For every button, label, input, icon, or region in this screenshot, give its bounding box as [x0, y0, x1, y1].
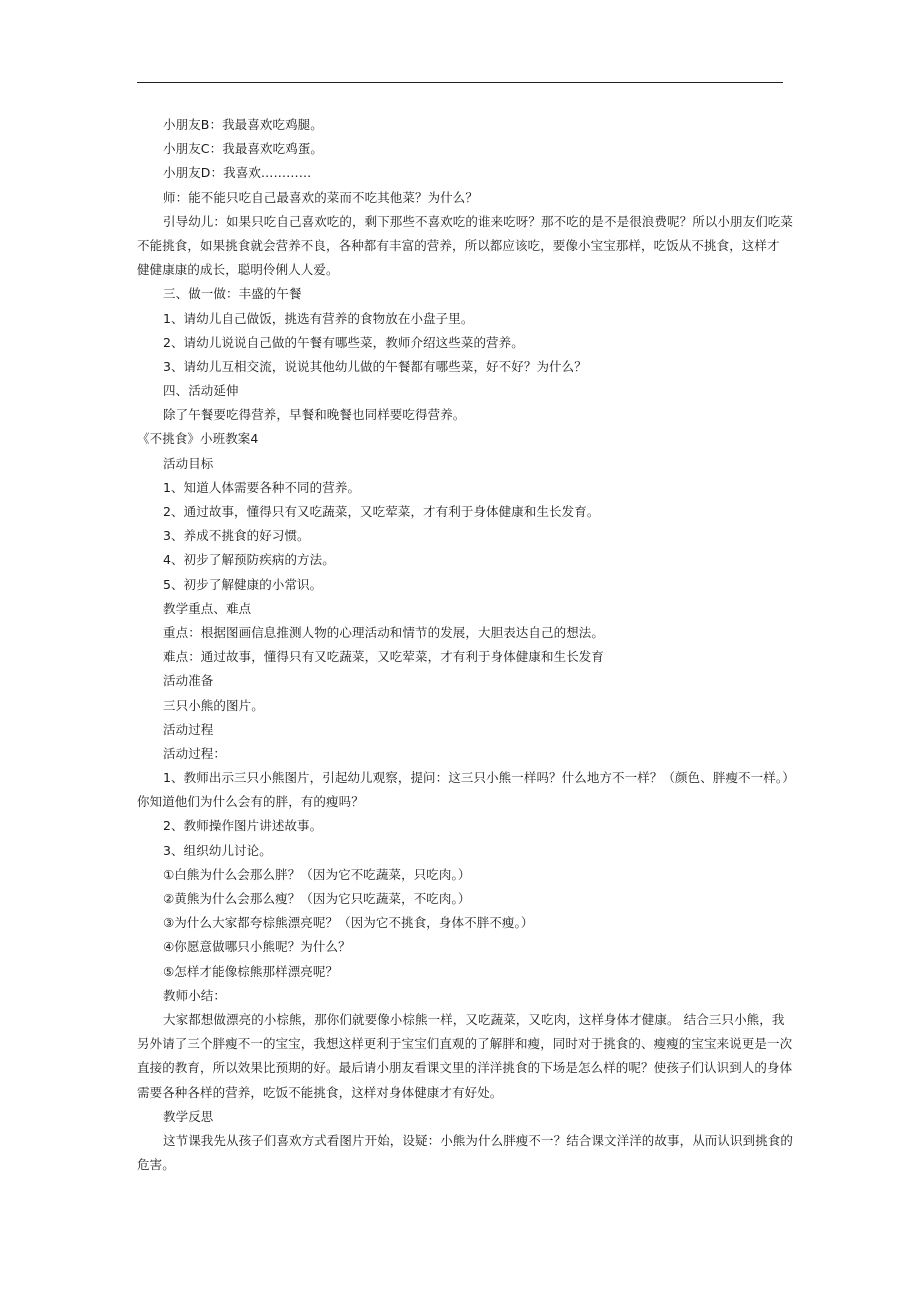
text-line: 需要各种各样的营养，吃饭不能挑食，这样对身体健康才有好处。	[137, 1084, 503, 1100]
text-line: ①白熊为什么会那么胖？（因为它不吃蔬菜，只吃肉。）	[163, 866, 471, 882]
text-line: 直接的教育，所以效果比预期的好。最后请小朋友看课文里的洋洋挑食的下场是怎么样的呢？使孩子们认识到人的身体	[137, 1060, 793, 1076]
text-line: ③为什么大家都夸棕熊漂亮呢？（因为它不挑食，身体不胖不瘦。）	[163, 915, 534, 931]
text-line: 2、教师操作图片讲述故事。	[163, 818, 323, 834]
text-line: 活动过程：	[163, 745, 227, 761]
text-line: 大家都想做漂亮的小棕熊，那你们就要像小棕熊一样，又吃蔬菜，又吃肉，这样身体才健康。 结合三只小熊，我	[163, 1011, 785, 1027]
text-line: ⑤怎样才能像棕熊那样漂亮呢？	[163, 963, 339, 979]
text-line: 1、教师出示三只小熊图片，引起幼儿观察，提问：这三只小熊一样吗？什么地方不一样？（颜色、胖瘦不一样。）	[163, 770, 795, 786]
text-line: 5、初步了解健康的小常识。	[163, 576, 323, 592]
text-line: 3、组织幼儿讨论。	[163, 842, 272, 858]
text-line: 2、请幼儿说说自己做的午餐有哪些菜，教师介绍这些菜的营养。	[163, 334, 524, 350]
text-line: 4、初步了解预防疾病的方法。	[163, 552, 335, 568]
text-line: 重点：根据图画信息推测人物的心理活动和情节的发展，大胆表达自己的想法。	[163, 624, 605, 640]
text-line: 健健康康的成长，聪明伶俐人人爱。	[137, 262, 339, 278]
text-line: 危害。	[137, 1157, 175, 1173]
text-line: 三、做一做：丰盛的午餐	[163, 286, 302, 302]
text-line: ②黄熊为什么会那么瘦？（因为它只吃蔬菜，不吃肉。）	[163, 891, 471, 906]
text-line: 小朋友C：我最喜欢吃鸡蛋。	[163, 141, 324, 157]
text-line: 引导幼儿：如果只吃自己喜欢吃的，剩下那些不喜欢吃的谁来吃呀？那不吃的是不是很浪费呢？所以小朋友们吃菜	[163, 213, 794, 229]
text-line: ④你愿意做哪只小熊呢？为什么？	[163, 939, 351, 955]
document-body	[137, 113, 795, 1177]
text-line: 你知道他们为什么会有的胖，有的瘦吗？	[137, 794, 364, 810]
text-line: 难点：通过故事，懂得只有又吃蔬菜，又吃荤菜，才有利于身体健康和生长发育	[163, 649, 605, 665]
text-line: 1、请幼儿自己做饭，挑选有营养的食物放在小盘子里。	[163, 310, 474, 326]
text-line: 《不挑食》小班教案4	[137, 431, 259, 447]
text-line: 3、养成不挑食的好习惯。	[163, 528, 310, 544]
text-line: 师：能不能只吃自己最喜欢的菜而不吃其他菜？为什么？	[163, 189, 479, 205]
text-line: 三只小熊的图片。	[163, 697, 264, 713]
text-line: 这节课我先从孩子们喜欢方式看图片开始，设疑：小熊为什么胖瘦不一？结合课文洋洋的故事，从而认识到挑食的	[163, 1132, 794, 1148]
text-line: 另外请了三个胖瘦不一的宝宝，我想这样更利于宝宝们直观的了解胖和瘦，同时对于挑食的、瘦瘦的宝宝来说更是一次	[137, 1036, 793, 1052]
text-line: 教学重点、难点	[163, 600, 252, 616]
text-line: 四、活动延伸	[163, 383, 239, 399]
text-line: 2、通过故事，懂得只有又吃蔬菜，又吃荤菜，才有利于身体健康和生长发育。	[163, 504, 600, 519]
text-line: 1、知道人体需要各种不同的营养。	[163, 479, 361, 495]
text-line: 小朋友D：我喜欢…………	[163, 165, 312, 181]
text-line: 3、请幼儿互相交流，说说其他幼儿做的午餐都有哪些菜，好不好？为什么？	[163, 358, 587, 374]
text-line: 小朋友B：我最喜欢吃鸡腿。	[163, 117, 323, 132]
text-line: 活动过程	[163, 721, 214, 737]
text-line: 活动目标	[163, 455, 214, 471]
text-line: 活动准备	[163, 673, 214, 689]
text-line: 除了午餐要吃得营养，早餐和晚餐也同样要吃得营养。	[163, 407, 466, 423]
header-rule	[137, 82, 783, 83]
text-line: 教学反思	[163, 1108, 214, 1124]
text-line: 不能挑食，如果挑食就会营养不良，各种都有丰富的营养，所以都应该吃，要像小宝宝那样，吃饭从不挑食，这样才	[137, 237, 780, 253]
text-line: 教师小结：	[163, 987, 227, 1003]
